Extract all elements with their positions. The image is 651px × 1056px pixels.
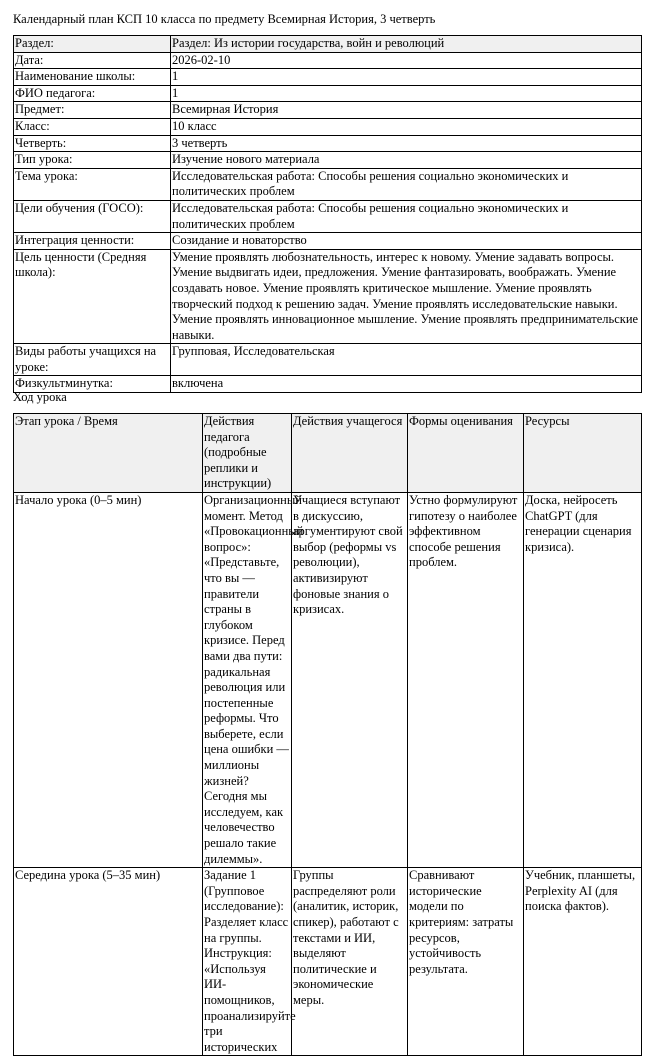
info-value: включена (171, 376, 642, 393)
info-label: Раздел: (14, 36, 171, 53)
info-label: Предмет: (14, 102, 171, 119)
lesson-row-start (14, 492, 642, 867)
info-label: Дата: (14, 52, 171, 69)
info-value: 1 (171, 85, 642, 102)
header-teacher-actions: Действия педагога (подробные реплики и инструкции) (203, 414, 292, 493)
info-value: Раздел: Из истории государства, войн и революций (171, 36, 642, 53)
assessment-cell: Сравнивают исторические модели по критериям: затраты ресурсов, устойчивость результата. (408, 868, 524, 1056)
assessment-cell: Устно формулируют гипотезу о наиболее эффективном способе решения проблем. (408, 492, 524, 867)
info-value: Всемирная История (171, 102, 642, 119)
info-label: Четверть: (14, 135, 171, 152)
info-row (14, 344, 642, 376)
info-row (14, 152, 642, 169)
resources-cell: Учебник, планшеты, Perplexity AI (для поиска фактов). (524, 868, 642, 1056)
info-label: Класс: (14, 118, 171, 135)
lesson-table-header-row (14, 414, 642, 493)
info-value: 3 четверть (171, 135, 642, 152)
lesson-progress-table (13, 413, 642, 1056)
info-row (14, 249, 642, 344)
header-resources: Ресурсы (524, 414, 642, 493)
info-value: Исследовательская работа: Способы решения социально экономических и политических проблем (171, 168, 642, 200)
info-row (14, 135, 642, 152)
info-row (14, 118, 642, 135)
info-label: Наименование школы: (14, 69, 171, 86)
stage-cell: Начало урока (0–5 мин) (14, 492, 203, 867)
document-title: Календарный план КСП 10 класса по предмету Всемирная История, 3 четверть (13, 12, 436, 26)
info-label: Интеграция ценности: (14, 233, 171, 250)
header-assessment: Формы оценивания (408, 414, 524, 493)
info-value: Групповая, Исследовательская (171, 344, 642, 376)
lesson-info-table (13, 35, 642, 393)
info-row (14, 36, 642, 53)
info-value: 10 класс (171, 118, 642, 135)
info-label: Цели обучения (ГОСО): (14, 200, 171, 232)
student-actions-cell: Учащиеся вступают в дискуссию, аргументируют свой выбор (реформы vs революции), активизируют фоновые знания о кризисах. (292, 492, 408, 867)
teacher-actions-cell: Организационный момент. Метод «Провокационный вопрос»: «Представьте, что вы — правители страны в глубоком кризисе. Перед вами два пути: радикальная революция или постепенные реформы. Что выберете, если цена ошибки — миллионы жизней? Сегодня мы исследуем, как человечество решало такие дилеммы». (203, 492, 292, 867)
info-label: Физкультминутка: (14, 376, 171, 393)
info-row (14, 85, 642, 102)
info-value: Изучение нового материала (171, 152, 642, 169)
info-label: Тема урока: (14, 168, 171, 200)
resources-cell: Доска, нейросеть ChatGPT (для генерации сценария кризиса). (524, 492, 642, 867)
header-student-actions: Действия учащегося (292, 414, 408, 493)
info-row (14, 376, 642, 393)
info-value: 2026-02-10 (171, 52, 642, 69)
info-row (14, 168, 642, 200)
info-row (14, 52, 642, 69)
info-label: Тип урока: (14, 152, 171, 169)
info-value: 1 (171, 69, 642, 86)
student-actions-cell: Группы распределяют роли (аналитик, историк, спикер), работают с текстами и ИИ, выделяют политические и экономические меры. (292, 868, 408, 1056)
info-label: ФИО педагога: (14, 85, 171, 102)
info-row (14, 200, 642, 232)
info-label: Цель ценности (Средняя школа): (14, 249, 171, 344)
info-row (14, 69, 642, 86)
info-value: Умение проявлять любознательность, интерес к новому. Умение задавать вопросы. Умение выдвигать идеи, предложения. Умение фантазировать, воображать. Умение создавать новое. Умение проявлять критическое мышление. Умение проявлять творческий подход к решению задач. Умение проявлять исследовательские навыки. Умение проявлять инновационное мышление. Умение проявлять предпринимательские навыки. (171, 249, 642, 344)
lesson-row-middle (14, 868, 642, 1056)
info-label: Виды работы учащихся на уроке: (14, 344, 171, 376)
lesson-progress-heading: Ход урока (13, 390, 67, 404)
stage-cell: Середина урока (5–35 мин) (14, 868, 203, 1056)
teacher-actions-cell: Задание 1 (Групповое исследование): Разделяет класс на группы. Инструкция: «Используя ИИ-помощников, проанализируйте три исторических (203, 868, 292, 1056)
info-value: Исследовательская работа: Способы решения социально экономических и политических проблем (171, 200, 642, 232)
header-stage: Этап урока / Время (14, 414, 203, 493)
info-value: Созидание и новаторство (171, 233, 642, 250)
info-row (14, 102, 642, 119)
info-row (14, 233, 642, 250)
